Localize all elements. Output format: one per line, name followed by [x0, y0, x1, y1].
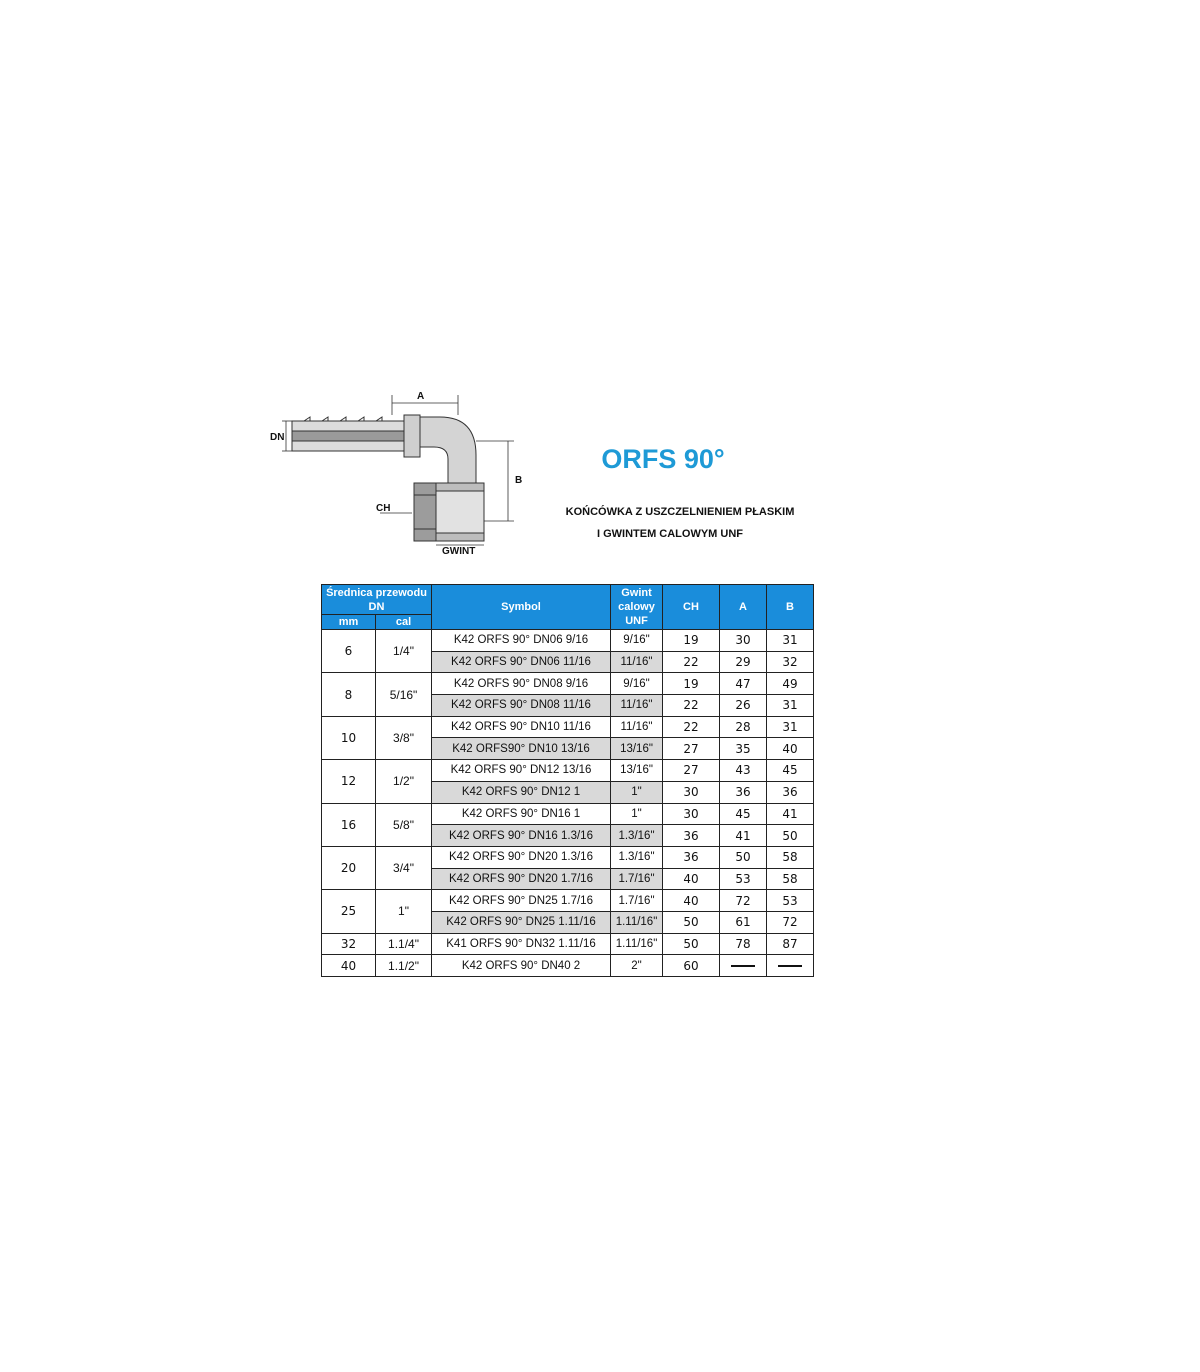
cell-symbol: K42 ORFS 90° DN40 2 — [432, 955, 611, 977]
cell-a: 28 — [720, 716, 767, 738]
cell-a: 47 — [720, 673, 767, 695]
subtitle-line-2: I GWINTEM CALOWYM UNF — [596, 528, 744, 540]
cell-ch: 27 — [663, 738, 720, 760]
specification-table — [321, 584, 814, 977]
cell-a: 61 — [720, 911, 767, 933]
cell-gwint: 1.3/16" — [611, 846, 663, 868]
header-b: B — [767, 585, 814, 630]
cell-ch: 50 — [663, 933, 720, 955]
table-row — [322, 933, 814, 955]
cell-b: 72 — [767, 911, 814, 933]
cell-b: 53 — [767, 890, 814, 912]
table-row — [322, 760, 814, 782]
table-row — [322, 716, 814, 738]
table-row — [322, 955, 814, 977]
table-header-row — [322, 585, 814, 615]
cell-symbol: K42 ORFS 90° DN12 13/16 — [432, 760, 611, 782]
cell-cal: 1" — [376, 890, 432, 933]
cell-b — [767, 955, 814, 977]
cell-symbol: K42 ORFS 90° DN16 1 — [432, 803, 611, 825]
cell-cal: 3/8" — [376, 716, 432, 759]
cell-symbol: K42 ORFS 90° DN08 11/16 — [432, 695, 611, 717]
cell-cal: 1/2" — [376, 760, 432, 803]
cell-gwint: 13/16" — [611, 760, 663, 782]
cell-b: 58 — [767, 846, 814, 868]
cell-b: 58 — [767, 868, 814, 890]
cell-gwint: 9/16" — [611, 673, 663, 695]
cell-symbol: K42 ORFS 90° DN25 1.11/16 — [432, 911, 611, 933]
cell-ch: 19 — [663, 630, 720, 652]
cell-b: 36 — [767, 781, 814, 803]
gwint-label: GWINT — [442, 546, 476, 557]
cell-gwint: 9/16" — [611, 630, 663, 652]
cell-ch: 19 — [663, 673, 720, 695]
cell-a — [720, 955, 767, 977]
cell-mm: 16 — [322, 803, 376, 846]
cell-gwint: 1.11/16" — [611, 933, 663, 955]
cell-gwint: 1.11/16" — [611, 911, 663, 933]
cell-symbol: K42 ORFS 90° DN20 1.3/16 — [432, 846, 611, 868]
cell-gwint: 1" — [611, 803, 663, 825]
b-label: B — [515, 475, 523, 486]
cell-symbol: K42 ORFS 90° DN12 1 — [432, 781, 611, 803]
cell-a: 30 — [720, 630, 767, 652]
cell-symbol: K42 ORFS 90° DN06 11/16 — [432, 651, 611, 673]
cell-a: 36 — [720, 781, 767, 803]
ch-label: CH — [376, 503, 391, 514]
cell-b: 32 — [767, 651, 814, 673]
cell-b: 40 — [767, 738, 814, 760]
header-mm: mm — [322, 615, 376, 630]
cell-symbol: K42 ORFS 90° DN10 11/16 — [432, 716, 611, 738]
table-body — [322, 630, 814, 977]
cell-a: 50 — [720, 846, 767, 868]
cell-a: 43 — [720, 760, 767, 782]
cell-ch: 22 — [663, 695, 720, 717]
elbow-shape — [420, 417, 476, 485]
header-gwint: Gwint calowy UNF — [611, 585, 663, 630]
cell-symbol: K42 ORFS 90° DN08 9/16 — [432, 673, 611, 695]
cell-gwint: 1.3/16" — [611, 825, 663, 847]
cell-a: 72 — [720, 890, 767, 912]
header-cal: cal — [376, 615, 432, 630]
cell-symbol: K42 ORFS 90° DN20 1.7/16 — [432, 868, 611, 890]
cell-a: 45 — [720, 803, 767, 825]
cell-symbol: K42 ORFS 90° DN16 1.3/16 — [432, 825, 611, 847]
table-row — [322, 673, 814, 695]
swivel-nut-shape — [414, 483, 484, 541]
cell-mm: 20 — [322, 846, 376, 889]
header-symbol: Symbol — [432, 585, 611, 630]
table-row — [322, 890, 814, 912]
hose-tail-shape — [292, 417, 404, 451]
dn-label: DN — [270, 432, 285, 443]
collar-shape — [404, 415, 420, 457]
cell-mm: 40 — [322, 955, 376, 977]
header-ch: CH — [663, 585, 720, 630]
cell-mm: 10 — [322, 716, 376, 759]
cell-cal: 5/16" — [376, 673, 432, 716]
cell-ch: 30 — [663, 803, 720, 825]
fitting-diagram — [262, 385, 542, 560]
cell-b: 87 — [767, 933, 814, 955]
cell-a: 29 — [720, 651, 767, 673]
table-row — [322, 846, 814, 868]
cell-mm: 32 — [322, 933, 376, 955]
cell-ch: 40 — [663, 868, 720, 890]
cell-ch: 30 — [663, 781, 720, 803]
cell-b: 41 — [767, 803, 814, 825]
header-srednica: Średnica przewodu DN — [322, 585, 432, 615]
cell-b: 49 — [767, 673, 814, 695]
cell-ch: 22 — [663, 651, 720, 673]
cell-gwint: 11/16" — [611, 716, 663, 738]
cell-symbol: K42 ORFS 90° DN25 1.7/16 — [432, 890, 611, 912]
table-row — [322, 630, 814, 652]
header-a: A — [720, 585, 767, 630]
cell-a: 78 — [720, 933, 767, 955]
cell-ch: 40 — [663, 890, 720, 912]
cell-ch: 27 — [663, 760, 720, 782]
cell-gwint: 1.7/16" — [611, 868, 663, 890]
cell-ch: 50 — [663, 911, 720, 933]
cell-gwint: 1.7/16" — [611, 890, 663, 912]
a-label: A — [417, 391, 425, 402]
cell-ch: 36 — [663, 825, 720, 847]
cell-cal: 1.1/4" — [376, 933, 432, 955]
cell-a: 26 — [720, 695, 767, 717]
cell-ch: 60 — [663, 955, 720, 977]
table-row — [322, 803, 814, 825]
cell-cal: 1.1/2" — [376, 955, 432, 977]
cell-b: 31 — [767, 630, 814, 652]
cell-gwint: 2" — [611, 955, 663, 977]
cell-b: 31 — [767, 695, 814, 717]
cell-mm: 25 — [322, 890, 376, 933]
cell-gwint: 1" — [611, 781, 663, 803]
cell-symbol: K42 ORFS 90° DN06 9/16 — [432, 630, 611, 652]
cell-cal: 5/8" — [376, 803, 432, 846]
cell-a: 53 — [720, 868, 767, 890]
subtitle-line-1: KOŃCÓWKA Z USZCZELNIENIEM PŁASKIM — [565, 506, 795, 518]
cell-cal: 3/4" — [376, 846, 432, 889]
cell-mm: 6 — [322, 630, 376, 673]
page-title: ORFS 90° — [601, 444, 725, 474]
cell-a: 41 — [720, 825, 767, 847]
cell-b: 50 — [767, 825, 814, 847]
cell-gwint: 13/16" — [611, 738, 663, 760]
cell-symbol: K42 ORFS90° DN10 13/16 — [432, 738, 611, 760]
cell-symbol: K41 ORFS 90° DN32 1.11/16 — [432, 933, 611, 955]
cell-gwint: 11/16" — [611, 695, 663, 717]
cell-mm: 8 — [322, 673, 376, 716]
cell-mm: 12 — [322, 760, 376, 803]
cell-ch: 22 — [663, 716, 720, 738]
dash-mark — [731, 965, 755, 967]
cell-a: 35 — [720, 738, 767, 760]
cell-cal: 1/4" — [376, 630, 432, 673]
cell-ch: 36 — [663, 846, 720, 868]
cell-gwint: 11/16" — [611, 651, 663, 673]
cell-b: 45 — [767, 760, 814, 782]
cell-b: 31 — [767, 716, 814, 738]
dash-mark — [778, 965, 802, 967]
